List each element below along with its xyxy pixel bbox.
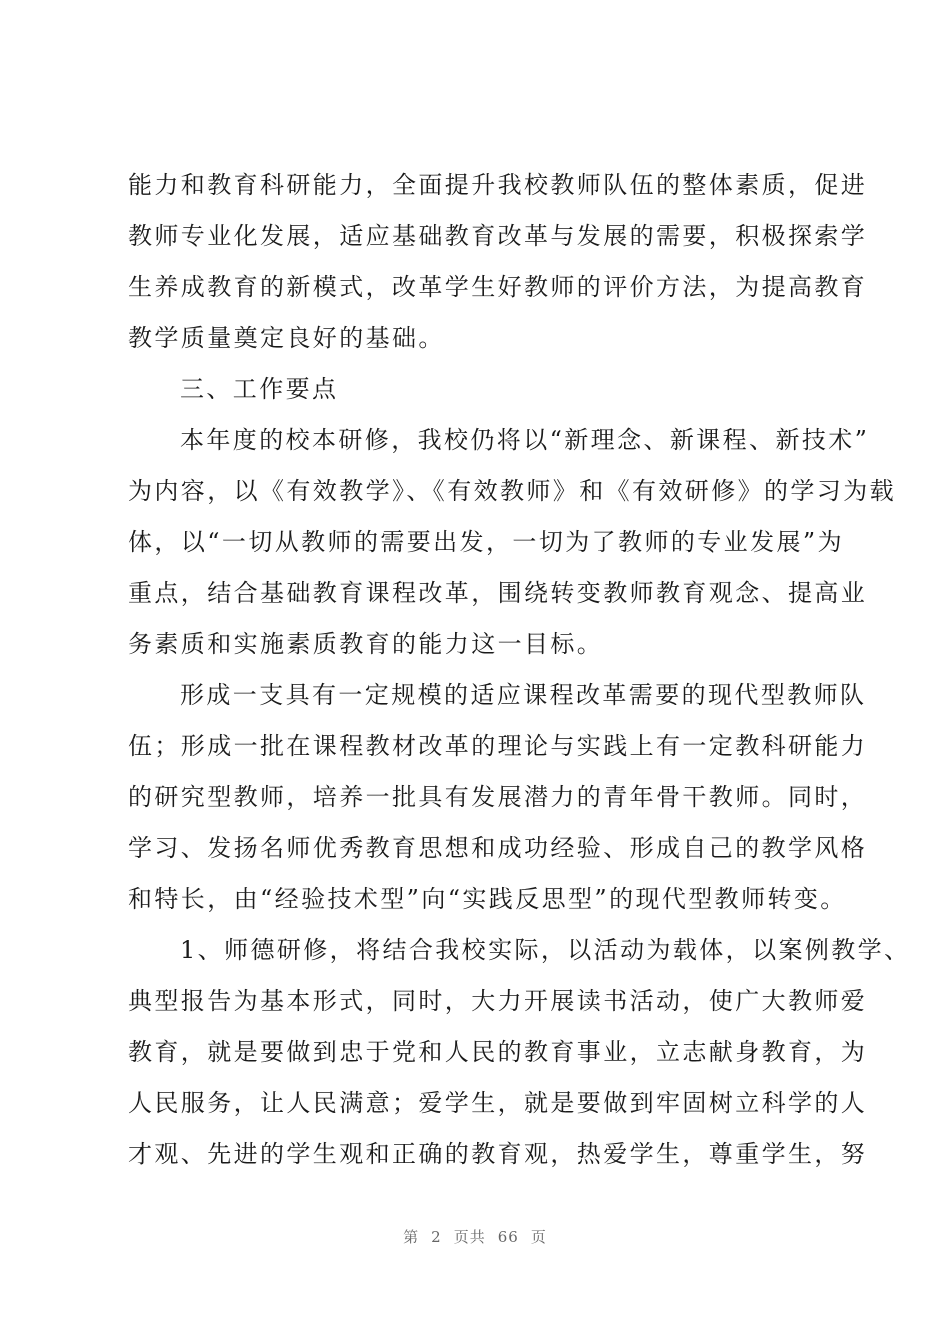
paragraph-line: 1、师德研修，将结合我校实际，以活动为载体，以案例教学、 (180, 936, 911, 964)
footer-total-pages: 66 (497, 1228, 519, 1246)
paragraph-line: 才观、先进的学生观和正确的教育观，热爱学生，尊重学生，努 (128, 1140, 868, 1168)
paragraph-line: 伍；形成一批在课程教材改革的理论与实践上有一定教科研能力 (128, 732, 868, 760)
paragraph-line: 务素质和实施素质教育的能力这一目标。 (128, 630, 604, 658)
paragraph-line: 和特长，由“经验技术型”向“实践反思型”的现代型教师转变。 (128, 885, 847, 913)
section-heading: 三、工作要点 (180, 375, 339, 403)
paragraph-line: 教学质量奠定良好的基础。 (128, 324, 445, 352)
footer-page-number: 2 (431, 1228, 442, 1246)
paragraph-line: 学习、发扬名师优秀教育思想和成功经验、形成自己的教学风格 (128, 834, 868, 862)
paragraph-line: 教育，就是要做到忠于党和人民的教育事业，立志献身教育，为 (128, 1038, 868, 1066)
paragraph-line: 能力和教育科研能力，全面提升我校教师队伍的整体素质，促进 (128, 171, 868, 199)
paragraph-line: 本年度的校本研修，我校仍将以“新理念、新课程、新技术” (180, 426, 870, 454)
paragraph-line: 的研究型教师，培养一批具有发展潜力的青年骨干教师。同时， (128, 783, 868, 811)
paragraph-line: 为内容，以《有效教学》、《有效教师》和《有效研修》的学习为载 (128, 477, 896, 505)
paragraph-line: 生养成教育的新模式，改革学生好教师的评价方法，为提高教育 (128, 273, 868, 301)
paragraph-line: 典型报告为基本形式，同时，大力开展读书活动，使广大教师爱 (128, 987, 868, 1015)
paragraph-line: 人民服务，让人民满意；爱学生，就是要做到牢固树立科学的人 (128, 1089, 868, 1117)
footer-middle: 页共 (453, 1228, 486, 1246)
footer-prefix: 第 (403, 1228, 420, 1246)
paragraph-line: 体，以“一切从教师的需要出发，一切为了教师的专业发展”为 (128, 528, 844, 556)
paragraph-line: 重点，结合基础教育课程改革，围绕转变教师教育观念、提高业 (128, 579, 868, 607)
document-body (128, 160, 911, 1180)
paragraph-line: 形成一支具有一定规模的适应课程改革需要的现代型教师队 (180, 681, 867, 709)
page-footer (0, 1226, 950, 1247)
paragraph-line: 教师专业化发展，适应基础教育改革与发展的需要，积极探索学 (128, 222, 868, 250)
footer-suffix: 页 (530, 1228, 547, 1246)
